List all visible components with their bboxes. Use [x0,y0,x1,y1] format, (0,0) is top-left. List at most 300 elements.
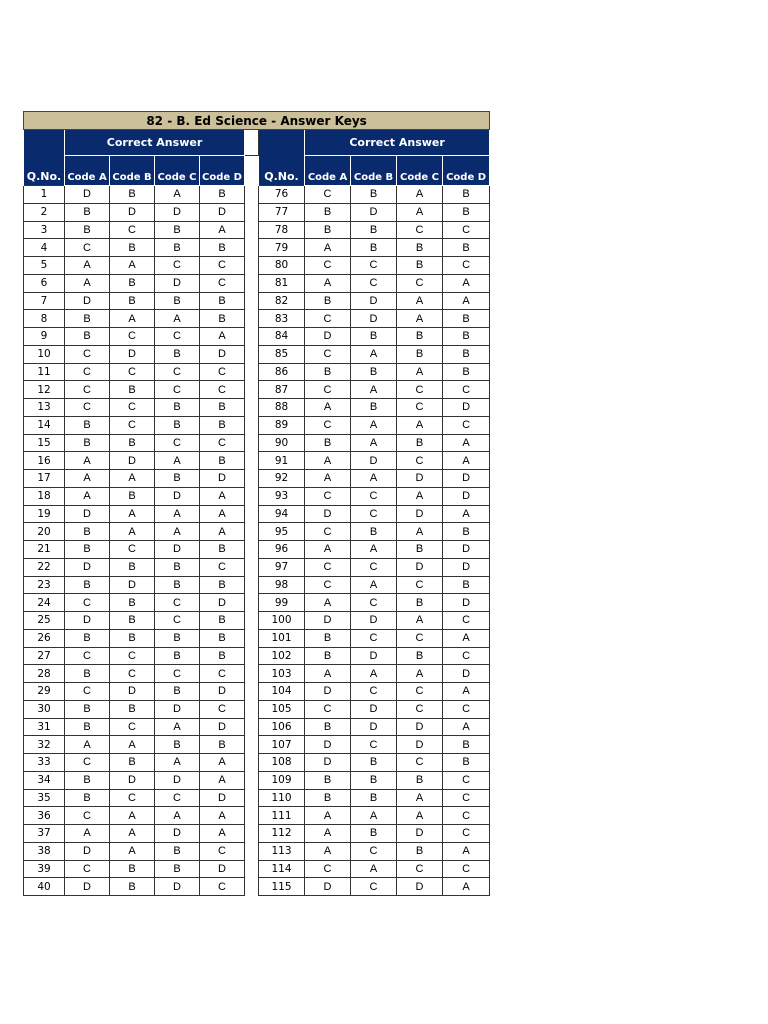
answer-code-d: D [443,558,490,576]
question-number: 18 [24,487,65,505]
question-number: 94 [259,505,305,523]
answer-code-b: B [351,789,397,807]
question-number: 35 [24,789,65,807]
answer-code-d: D [200,683,245,701]
answer-code-b: B [351,825,397,843]
answer-code-a: C [305,345,351,363]
answer-code-a: B [305,203,351,221]
right-code-b-header: Code B [351,156,397,186]
table-row [24,399,490,417]
answer-code-c: D [155,487,200,505]
question-number: 92 [259,470,305,488]
answer-code-c: B [397,328,443,346]
question-number: 38 [24,842,65,860]
answer-code-d: A [443,452,490,470]
question-number: 25 [24,612,65,630]
answer-code-c: C [155,665,200,683]
answer-code-b: A [110,825,155,843]
answer-code-a: D [65,505,110,523]
question-number: 26 [24,629,65,647]
question-number: 24 [24,594,65,612]
answer-code-c: C [397,381,443,399]
answer-code-d: A [443,505,490,523]
answer-code-c: A [155,310,200,328]
table-row [24,771,490,789]
answer-code-d: C [200,842,245,860]
question-number: 107 [259,736,305,754]
column-gap [245,807,259,825]
answer-code-b: C [351,594,397,612]
answer-code-a: D [65,292,110,310]
answer-code-a: A [305,452,351,470]
question-number: 23 [24,576,65,594]
question-number: 22 [24,558,65,576]
table-row [24,363,490,381]
answer-code-a: C [65,683,110,701]
answer-code-a: C [305,381,351,399]
table-row [24,629,490,647]
question-number: 88 [259,399,305,417]
answer-code-c: A [397,612,443,630]
answer-code-c: A [397,523,443,541]
column-gap [245,345,259,363]
answer-code-c: A [397,807,443,825]
answer-code-c: A [397,416,443,434]
question-number: 14 [24,416,65,434]
question-number: 28 [24,665,65,683]
answer-code-b: A [351,541,397,559]
answer-code-c: D [155,825,200,843]
answer-code-a: C [305,558,351,576]
answer-code-d: C [443,612,490,630]
answer-code-d: C [443,789,490,807]
answer-code-c: A [397,203,443,221]
column-gap [245,629,259,647]
answer-code-c: A [155,452,200,470]
answer-code-c: A [397,310,443,328]
answer-code-c: B [155,416,200,434]
answer-code-a: D [305,736,351,754]
answer-code-d: B [200,647,245,665]
left-code-c-header: Code C [155,156,200,186]
answer-code-a: C [305,186,351,204]
answer-code-a: A [305,807,351,825]
left-qno-header: Q.No. [24,130,65,186]
answer-code-d: D [200,470,245,488]
question-number: 17 [24,470,65,488]
answer-code-c: D [397,505,443,523]
answer-code-c: C [155,363,200,381]
question-number: 85 [259,345,305,363]
question-number: 98 [259,576,305,594]
answer-code-d: A [200,487,245,505]
answer-code-a: B [65,700,110,718]
question-number: 102 [259,647,305,665]
answer-code-c: C [397,683,443,701]
column-gap [245,576,259,594]
table-row [24,612,490,630]
answer-code-b: C [351,629,397,647]
answer-code-a: C [65,647,110,665]
answer-code-b: C [110,789,155,807]
answer-code-c: B [155,292,200,310]
answer-code-c: C [155,257,200,275]
table-row [24,186,490,204]
answer-code-c: C [397,452,443,470]
answer-code-c: D [397,558,443,576]
question-number: 99 [259,594,305,612]
answer-code-d: D [443,487,490,505]
answer-code-c: D [397,878,443,896]
answer-code-a: A [305,594,351,612]
answer-code-b: D [110,345,155,363]
answer-code-d: B [200,186,245,204]
answer-code-b: B [351,186,397,204]
table-row [24,576,490,594]
answer-code-b: C [351,736,397,754]
answer-code-a: D [65,186,110,204]
column-gap [245,736,259,754]
answer-code-c: C [397,700,443,718]
answer-code-c: B [155,629,200,647]
table-row [24,683,490,701]
table-row [24,310,490,328]
question-number: 96 [259,541,305,559]
answer-code-d: B [200,399,245,417]
answer-code-a: A [65,274,110,292]
answer-code-c: C [155,328,200,346]
answer-code-a: C [305,257,351,275]
answer-code-a: C [305,523,351,541]
answer-code-a: B [65,541,110,559]
answer-code-b: A [351,416,397,434]
answer-code-a: B [65,203,110,221]
answer-code-a: C [305,860,351,878]
answer-code-a: A [65,487,110,505]
answer-rows [24,186,490,896]
question-number: 112 [259,825,305,843]
question-number: 81 [259,274,305,292]
answer-code-a: D [305,612,351,630]
answer-code-a: B [305,718,351,736]
column-gap [245,363,259,381]
answer-code-a: A [305,842,351,860]
answer-code-d: C [443,825,490,843]
sheet-title: 82 - B. Ed Science - Answer Keys [24,112,490,130]
column-gap [245,292,259,310]
table-row [24,825,490,843]
answer-code-b: D [351,292,397,310]
answer-code-d: A [200,825,245,843]
question-number: 113 [259,842,305,860]
answer-code-b: C [110,399,155,417]
answer-code-b: A [351,665,397,683]
answer-code-b: B [110,612,155,630]
answer-code-c: B [397,842,443,860]
answer-code-b: B [351,363,397,381]
answer-code-a: B [65,789,110,807]
answer-code-c: C [397,221,443,239]
answer-code-b: D [351,718,397,736]
answer-code-d: C [200,700,245,718]
right-code-d-header: Code D [443,156,490,186]
column-gap [245,221,259,239]
answer-code-d: C [443,257,490,275]
question-number: 108 [259,754,305,772]
answer-code-b: B [110,860,155,878]
question-number: 30 [24,700,65,718]
answer-code-b: B [110,878,155,896]
table-row [24,487,490,505]
answer-code-c: A [155,807,200,825]
column-gap [245,718,259,736]
answer-code-a: C [65,594,110,612]
table-row [24,292,490,310]
answer-code-c: D [397,718,443,736]
answer-code-b: B [110,381,155,399]
question-number: 114 [259,860,305,878]
question-number: 93 [259,487,305,505]
column-gap [245,505,259,523]
left-code-a-header: Code A [65,156,110,186]
answer-code-d: B [200,416,245,434]
answer-code-d: A [200,754,245,772]
answer-code-b: D [351,612,397,630]
answer-code-a: C [65,345,110,363]
answer-code-a: D [65,878,110,896]
column-gap [245,452,259,470]
column-gap [245,470,259,488]
answer-code-d: C [200,274,245,292]
answer-code-a: B [65,771,110,789]
answer-code-b: D [110,771,155,789]
question-number: 13 [24,399,65,417]
answer-code-c: C [397,576,443,594]
question-number: 95 [259,523,305,541]
question-number: 115 [259,878,305,896]
column-gap [245,257,259,275]
question-number: 11 [24,363,65,381]
question-number: 109 [259,771,305,789]
answer-code-b: D [351,452,397,470]
question-number: 37 [24,825,65,843]
answer-code-b: D [351,203,397,221]
question-number: 12 [24,381,65,399]
question-number: 83 [259,310,305,328]
answer-code-b: B [110,292,155,310]
answer-code-a: D [305,683,351,701]
question-number: 3 [24,221,65,239]
answer-code-c: C [397,860,443,878]
answer-code-b: B [351,399,397,417]
answer-code-b: B [351,771,397,789]
answer-code-b: B [110,754,155,772]
answer-code-b: A [351,381,397,399]
answer-code-a: A [305,541,351,559]
column-gap [245,203,259,221]
answer-code-c: C [397,399,443,417]
answer-code-b: A [110,807,155,825]
answer-code-c: B [155,399,200,417]
answer-code-c: C [155,594,200,612]
answer-code-d: B [443,186,490,204]
answer-code-d: A [443,718,490,736]
answer-code-c: B [397,434,443,452]
answer-code-c: A [397,186,443,204]
question-number: 9 [24,328,65,346]
answer-code-c: A [155,523,200,541]
question-number: 78 [259,221,305,239]
left-correct-answer-header: Correct Answer [65,130,245,156]
answer-code-a: B [65,434,110,452]
answer-code-b: D [110,576,155,594]
answer-code-d: B [200,239,245,257]
right-qno-header: Q.No. [259,130,305,186]
question-number: 79 [259,239,305,257]
answer-code-d: C [443,647,490,665]
answer-code-d: C [200,434,245,452]
answer-code-c: B [397,647,443,665]
column-gap [245,523,259,541]
table-row [24,203,490,221]
answer-code-a: A [305,825,351,843]
answer-code-a: B [305,629,351,647]
answer-code-d: C [443,807,490,825]
answer-code-a: D [65,842,110,860]
answer-code-d: D [200,345,245,363]
answer-code-a: C [65,754,110,772]
answer-code-b: B [351,523,397,541]
answer-code-c: D [155,541,200,559]
question-number: 87 [259,381,305,399]
answer-code-b: A [110,736,155,754]
answer-code-a: B [65,665,110,683]
question-number: 103 [259,665,305,683]
answer-code-d: B [443,754,490,772]
answer-code-a: C [305,310,351,328]
column-gap [245,416,259,434]
question-number: 7 [24,292,65,310]
table-row [24,541,490,559]
question-number: 36 [24,807,65,825]
answer-code-d: D [200,594,245,612]
answer-code-a: A [305,470,351,488]
question-number: 20 [24,523,65,541]
answer-code-c: B [155,239,200,257]
answer-code-d: A [443,292,490,310]
answer-code-d: D [200,203,245,221]
question-number: 19 [24,505,65,523]
answer-code-d: A [443,274,490,292]
answer-code-b: C [351,487,397,505]
answer-code-b: C [110,718,155,736]
answer-code-a: D [65,558,110,576]
question-number: 40 [24,878,65,896]
answer-code-b: B [110,700,155,718]
answer-code-b: A [351,807,397,825]
column-gap [245,328,259,346]
answer-code-d: B [443,736,490,754]
answer-code-a: C [305,487,351,505]
answer-code-a: C [65,399,110,417]
question-number: 4 [24,239,65,257]
answer-code-b: C [110,328,155,346]
answer-code-a: A [305,239,351,257]
answer-code-d: A [443,434,490,452]
answer-code-a: C [305,576,351,594]
question-number: 15 [24,434,65,452]
answer-code-c: B [155,860,200,878]
table-row [24,434,490,452]
answer-code-c: C [155,789,200,807]
answer-code-d: B [200,576,245,594]
question-number: 2 [24,203,65,221]
answer-code-c: A [397,292,443,310]
table-row [24,700,490,718]
answer-code-d: C [200,257,245,275]
answer-code-b: D [110,203,155,221]
table-row [24,328,490,346]
column-gap [245,860,259,878]
table-row [24,718,490,736]
left-code-d-header: Code D [200,156,245,186]
question-number: 77 [259,203,305,221]
answer-code-a: C [305,416,351,434]
answer-code-c: B [155,221,200,239]
answer-code-a: D [305,878,351,896]
answer-code-b: C [110,221,155,239]
column-gap [245,594,259,612]
column-gap [245,771,259,789]
answer-code-d: B [443,203,490,221]
question-number: 97 [259,558,305,576]
answer-code-c: B [397,594,443,612]
answer-code-c: C [155,434,200,452]
answer-code-d: B [443,345,490,363]
column-gap [245,274,259,292]
table-row [24,665,490,683]
answer-code-c: C [397,754,443,772]
right-code-c-header: Code C [397,156,443,186]
answer-code-c: A [397,487,443,505]
answer-code-b: C [351,257,397,275]
answer-code-a: B [65,523,110,541]
answer-code-a: B [65,416,110,434]
answer-code-a: B [305,434,351,452]
answer-code-b: A [110,470,155,488]
table-row [24,505,490,523]
answer-code-c: A [397,789,443,807]
table-row [24,239,490,257]
answer-code-c: D [397,736,443,754]
answer-code-d: D [200,789,245,807]
answer-code-d: C [443,221,490,239]
answer-code-a: B [305,221,351,239]
answer-code-c: D [155,203,200,221]
column-gap [245,434,259,452]
column-gap [245,825,259,843]
answer-code-d: B [200,452,245,470]
table-row [24,878,490,896]
question-number: 21 [24,541,65,559]
question-number: 8 [24,310,65,328]
table-row [24,736,490,754]
answer-code-b: C [351,878,397,896]
answer-code-c: B [155,470,200,488]
answer-code-d: A [443,629,490,647]
answer-code-b: B [110,239,155,257]
answer-code-d: D [443,399,490,417]
